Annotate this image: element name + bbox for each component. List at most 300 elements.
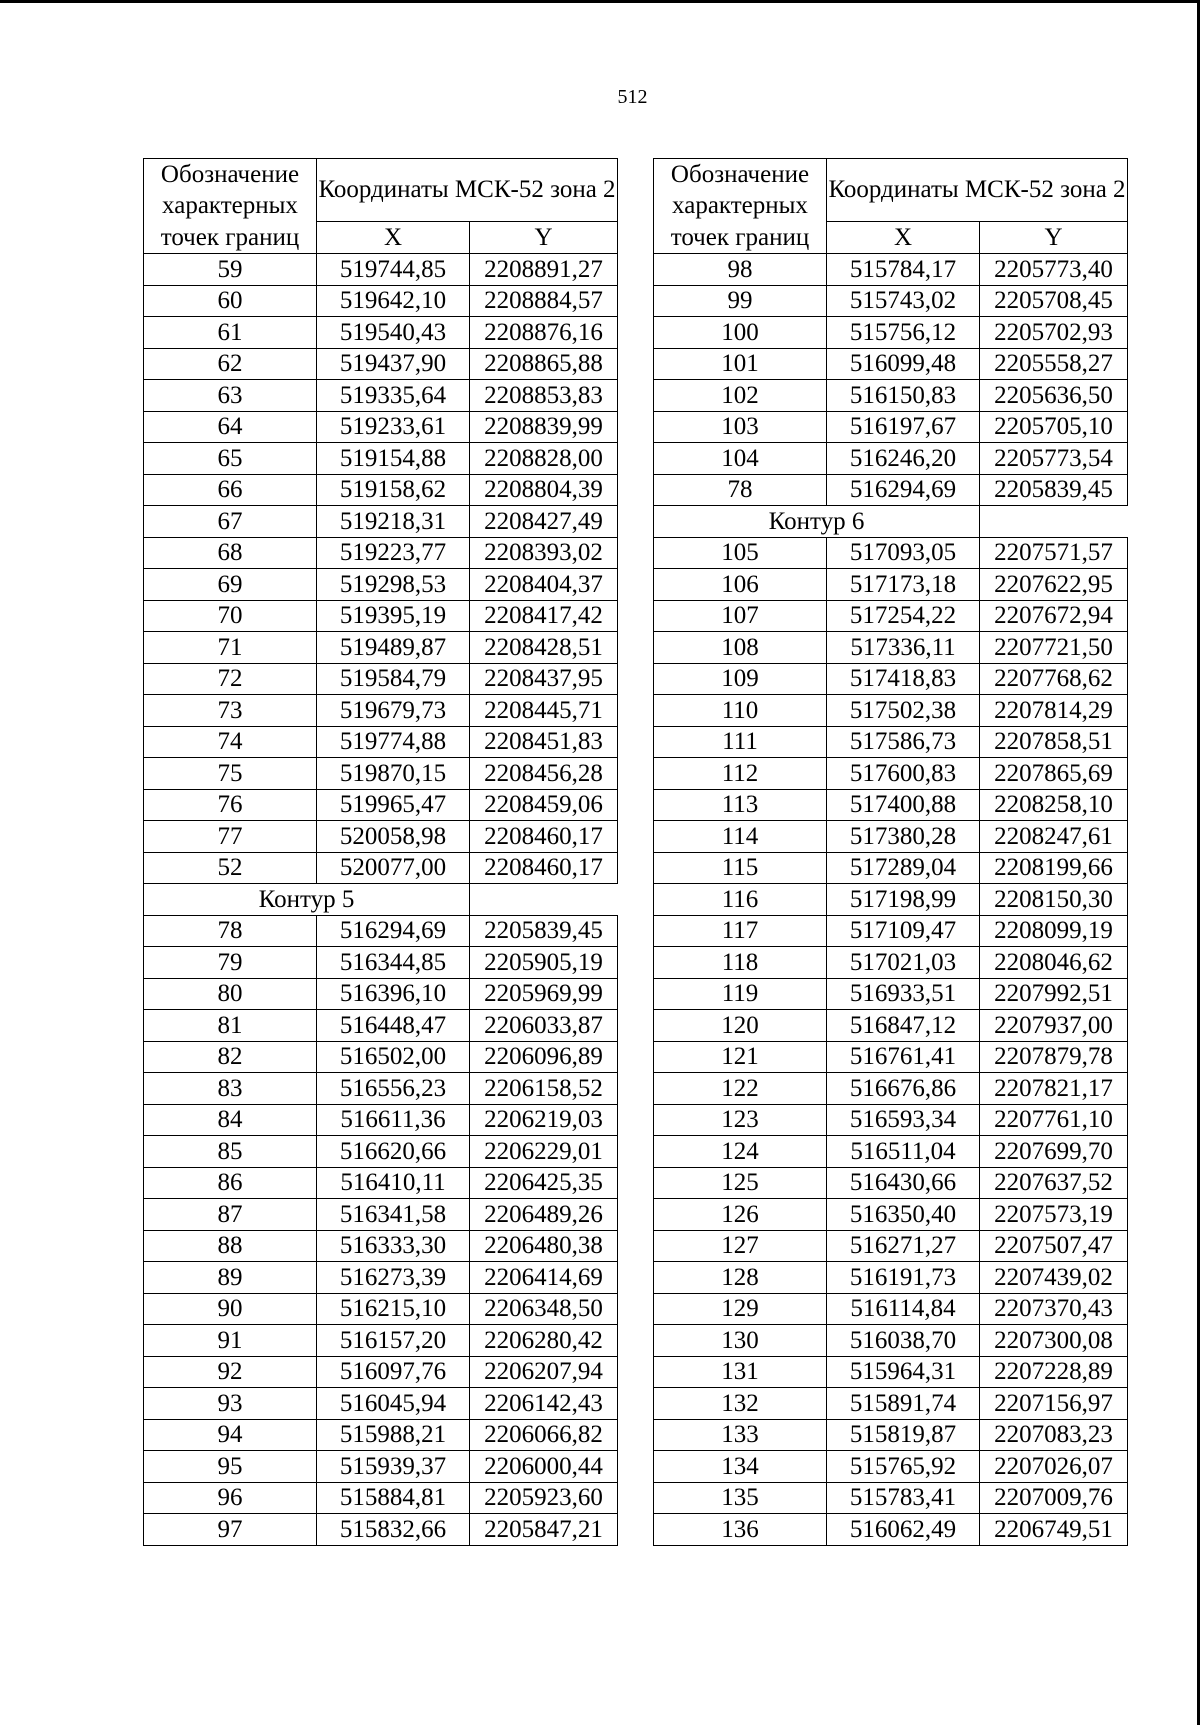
- point-cell: 132: [654, 1388, 827, 1420]
- point-cell: 120: [654, 1010, 827, 1042]
- point-cell: 127: [654, 1230, 827, 1262]
- point-cell: 61: [144, 317, 317, 349]
- table-row: [144, 978, 618, 1010]
- point-cell: 71: [144, 632, 317, 664]
- table-row: [144, 380, 618, 412]
- point-cell: 52: [144, 852, 317, 884]
- y-cell: 2205705,10: [980, 411, 1128, 443]
- table-row: [144, 443, 618, 475]
- y-cell: 2205636,50: [980, 380, 1128, 412]
- table-row: [654, 947, 1128, 979]
- y-cell: 2207879,78: [980, 1041, 1128, 1073]
- y-cell: 2205558,27: [980, 348, 1128, 380]
- y-cell: 2207228,89: [980, 1356, 1128, 1388]
- point-cell: 130: [654, 1325, 827, 1357]
- table-row: [144, 1356, 618, 1388]
- x-cell: 516410,11: [317, 1167, 470, 1199]
- x-cell: 519223,77: [317, 537, 470, 569]
- y-cell: 2205708,45: [980, 285, 1128, 317]
- y-cell: 2207992,51: [980, 978, 1128, 1010]
- point-cell: 75: [144, 758, 317, 790]
- point-cell: 64: [144, 411, 317, 443]
- x-cell: 515884,81: [317, 1482, 470, 1514]
- table-row: [654, 600, 1128, 632]
- table-row: [654, 380, 1128, 412]
- point-cell: 97: [144, 1514, 317, 1546]
- table-row: [144, 506, 618, 538]
- point-cell: 100: [654, 317, 827, 349]
- y-cell: 2205773,54: [980, 443, 1128, 475]
- coordinates-table-right: [653, 158, 1128, 1546]
- point-cell: 107: [654, 600, 827, 632]
- x-cell: 517418,83: [827, 663, 980, 695]
- y-cell: 2208451,83: [470, 726, 618, 758]
- table-row: [654, 1041, 1128, 1073]
- y-cell: 2207507,47: [980, 1230, 1128, 1262]
- x-cell: 517502,38: [827, 695, 980, 727]
- point-cell: 103: [654, 411, 827, 443]
- point-cell: 80: [144, 978, 317, 1010]
- x-cell: 516097,76: [317, 1356, 470, 1388]
- table-row: [144, 1262, 618, 1294]
- point-cell: 102: [654, 380, 827, 412]
- x-cell: 516620,66: [317, 1136, 470, 1168]
- x-cell: 516511,04: [827, 1136, 980, 1168]
- point-cell: 82: [144, 1041, 317, 1073]
- point-cell: 93: [144, 1388, 317, 1420]
- y-cell: 2208199,66: [980, 852, 1128, 884]
- point-cell: 134: [654, 1451, 827, 1483]
- table-row: [654, 1136, 1128, 1168]
- point-cell: 99: [654, 285, 827, 317]
- table-row: [144, 569, 618, 601]
- point-cell: 78: [144, 915, 317, 947]
- point-cell: 124: [654, 1136, 827, 1168]
- contour-row: [144, 884, 618, 916]
- table-row: [654, 1073, 1128, 1105]
- y-cell: 2206033,87: [470, 1010, 618, 1042]
- x-cell: 516246,20: [827, 443, 980, 475]
- y-cell: 2206425,35: [470, 1167, 618, 1199]
- x-cell: 515988,21: [317, 1419, 470, 1451]
- table-row: [144, 947, 618, 979]
- y-cell: 2205923,60: [470, 1482, 618, 1514]
- y-cell: 2207622,95: [980, 569, 1128, 601]
- point-cell: 81: [144, 1010, 317, 1042]
- header-designation: Обозначение характерных точек границ: [144, 159, 317, 254]
- table-row: [144, 474, 618, 506]
- y-cell: 2206489,26: [470, 1199, 618, 1231]
- point-cell: 104: [654, 443, 827, 475]
- table-row: [654, 1451, 1128, 1483]
- table-row: [654, 884, 1128, 916]
- point-cell: 68: [144, 537, 317, 569]
- point-cell: 135: [654, 1482, 827, 1514]
- point-cell: 121: [654, 1041, 827, 1073]
- x-cell: 516933,51: [827, 978, 980, 1010]
- coordinates-table-left: [143, 158, 618, 1546]
- y-cell: 2206000,44: [470, 1451, 618, 1483]
- table-row: [654, 1419, 1128, 1451]
- y-cell: 2205839,45: [470, 915, 618, 947]
- y-cell: 2208258,10: [980, 789, 1128, 821]
- point-cell: 92: [144, 1356, 317, 1388]
- table-row: [654, 1388, 1128, 1420]
- x-cell: 515756,12: [827, 317, 980, 349]
- y-cell: 2205702,93: [980, 317, 1128, 349]
- x-cell: 517289,04: [827, 852, 980, 884]
- y-cell: 2205847,21: [470, 1514, 618, 1546]
- table-row: [144, 285, 618, 317]
- y-cell: 2207721,50: [980, 632, 1128, 664]
- x-cell: 516341,58: [317, 1199, 470, 1231]
- header-y: Y: [980, 222, 1128, 254]
- y-cell: 2207300,08: [980, 1325, 1128, 1357]
- x-cell: 519437,90: [317, 348, 470, 380]
- header-x: X: [827, 222, 980, 254]
- y-cell: 2207573,19: [980, 1199, 1128, 1231]
- x-cell: 519489,87: [317, 632, 470, 664]
- table-row: [144, 1293, 618, 1325]
- table-row: [654, 569, 1128, 601]
- point-cell: 125: [654, 1167, 827, 1199]
- y-cell: 2208891,27: [470, 254, 618, 286]
- table-row: [654, 1293, 1128, 1325]
- x-cell: 519540,43: [317, 317, 470, 349]
- x-cell: 516099,48: [827, 348, 980, 380]
- y-cell: 2208445,71: [470, 695, 618, 727]
- table-row: [654, 443, 1128, 475]
- table-row: [654, 1167, 1128, 1199]
- y-cell: 2208427,49: [470, 506, 618, 538]
- point-cell: 122: [654, 1073, 827, 1105]
- y-cell: 2208460,17: [470, 821, 618, 853]
- y-cell: 2207370,43: [980, 1293, 1128, 1325]
- point-cell: 112: [654, 758, 827, 790]
- table-row: [144, 1199, 618, 1231]
- table-row: [654, 663, 1128, 695]
- point-cell: 111: [654, 726, 827, 758]
- point-cell: 101: [654, 348, 827, 380]
- y-cell: 2205773,40: [980, 254, 1128, 286]
- x-cell: 516197,67: [827, 411, 980, 443]
- table-row: [654, 474, 1128, 506]
- table-row: [144, 821, 618, 853]
- x-cell: 515819,87: [827, 1419, 980, 1451]
- table-row: [654, 915, 1128, 947]
- point-cell: 90: [144, 1293, 317, 1325]
- point-cell: 63: [144, 380, 317, 412]
- header-coordinates: Координаты МСК-52 зона 2: [317, 159, 618, 222]
- x-cell: 515939,37: [317, 1451, 470, 1483]
- x-cell: 516676,86: [827, 1073, 980, 1105]
- point-cell: 117: [654, 915, 827, 947]
- x-cell: 520058,98: [317, 821, 470, 853]
- point-cell: 94: [144, 1419, 317, 1451]
- y-cell: 2206229,01: [470, 1136, 618, 1168]
- x-cell: 516215,10: [317, 1293, 470, 1325]
- point-cell: 116: [654, 884, 827, 916]
- header-y: Y: [470, 222, 618, 254]
- point-cell: 123: [654, 1104, 827, 1136]
- x-cell: 519642,10: [317, 285, 470, 317]
- y-cell: 2208046,62: [980, 947, 1128, 979]
- header-x: X: [317, 222, 470, 254]
- x-cell: 517021,03: [827, 947, 980, 979]
- x-cell: 519158,62: [317, 474, 470, 506]
- page-number: 512: [617, 86, 648, 108]
- x-cell: 516847,12: [827, 1010, 980, 1042]
- x-cell: 516593,34: [827, 1104, 980, 1136]
- table-row: [144, 1514, 618, 1546]
- point-cell: 72: [144, 663, 317, 695]
- table-row: [144, 537, 618, 569]
- point-cell: 106: [654, 569, 827, 601]
- contour-empty-cell: [980, 506, 1128, 538]
- table-row: [144, 348, 618, 380]
- point-cell: 65: [144, 443, 317, 475]
- y-cell: 2206066,82: [470, 1419, 618, 1451]
- table-row: [144, 254, 618, 286]
- table-row: [654, 348, 1128, 380]
- point-cell: 129: [654, 1293, 827, 1325]
- y-cell: 2206280,42: [470, 1325, 618, 1357]
- contour-label: Контур 6: [654, 506, 980, 538]
- x-cell: 519584,79: [317, 663, 470, 695]
- point-cell: 76: [144, 789, 317, 821]
- x-cell: 516273,39: [317, 1262, 470, 1294]
- table-row: [144, 852, 618, 884]
- x-cell: 516294,69: [827, 474, 980, 506]
- y-cell: 2206219,03: [470, 1104, 618, 1136]
- y-cell: 2208884,57: [470, 285, 618, 317]
- x-cell: 516294,69: [317, 915, 470, 947]
- y-cell: 2206096,89: [470, 1041, 618, 1073]
- y-cell: 2205969,99: [470, 978, 618, 1010]
- x-cell: 516430,66: [827, 1167, 980, 1199]
- table-row: [654, 411, 1128, 443]
- table-row: [654, 1010, 1128, 1042]
- x-cell: 517093,05: [827, 537, 980, 569]
- x-cell: 519774,88: [317, 726, 470, 758]
- table-row: [144, 789, 618, 821]
- x-cell: 515891,74: [827, 1388, 980, 1420]
- x-cell: 519965,47: [317, 789, 470, 821]
- table-row: [654, 1356, 1128, 1388]
- x-cell: 519744,85: [317, 254, 470, 286]
- x-cell: 519218,31: [317, 506, 470, 538]
- y-cell: 2206142,43: [470, 1388, 618, 1420]
- table-row: [144, 317, 618, 349]
- x-cell: 515964,31: [827, 1356, 980, 1388]
- y-cell: 2205839,45: [980, 474, 1128, 506]
- y-cell: 2208150,30: [980, 884, 1128, 916]
- contour-empty-cell: [470, 884, 618, 916]
- point-cell: 136: [654, 1514, 827, 1546]
- x-cell: 516611,36: [317, 1104, 470, 1136]
- point-cell: 91: [144, 1325, 317, 1357]
- table-row: [144, 600, 618, 632]
- y-cell: 2206158,52: [470, 1073, 618, 1105]
- x-cell: 517109,47: [827, 915, 980, 947]
- x-cell: 516157,20: [317, 1325, 470, 1357]
- header-coordinates: Координаты МСК-52 зона 2: [827, 159, 1128, 222]
- y-cell: 2208099,19: [980, 915, 1128, 947]
- x-cell: 519395,19: [317, 600, 470, 632]
- y-cell: 2208404,37: [470, 569, 618, 601]
- table-row: [654, 317, 1128, 349]
- x-cell: 519870,15: [317, 758, 470, 790]
- header-designation: Обозначение характерных точек границ: [654, 159, 827, 254]
- x-cell: 516333,30: [317, 1230, 470, 1262]
- x-cell: 516344,85: [317, 947, 470, 979]
- x-cell: 517600,83: [827, 758, 980, 790]
- x-cell: 517336,11: [827, 632, 980, 664]
- point-cell: 83: [144, 1073, 317, 1105]
- point-cell: 59: [144, 254, 317, 286]
- y-cell: 2206414,69: [470, 1262, 618, 1294]
- y-cell: 2207637,52: [980, 1167, 1128, 1199]
- table-row: [654, 632, 1128, 664]
- y-cell: 2207937,00: [980, 1010, 1128, 1042]
- x-cell: 520077,00: [317, 852, 470, 884]
- y-cell: 2207814,29: [980, 695, 1128, 727]
- table-row: [144, 695, 618, 727]
- table-row: [654, 852, 1128, 884]
- point-cell: 79: [144, 947, 317, 979]
- point-cell: 98: [654, 254, 827, 286]
- point-cell: 131: [654, 1356, 827, 1388]
- x-cell: 516448,47: [317, 1010, 470, 1042]
- table-row: [654, 1514, 1128, 1546]
- y-cell: 2207858,51: [980, 726, 1128, 758]
- point-cell: 115: [654, 852, 827, 884]
- point-cell: 128: [654, 1262, 827, 1294]
- point-cell: 86: [144, 1167, 317, 1199]
- y-cell: 2208417,42: [470, 600, 618, 632]
- table-row: [654, 285, 1128, 317]
- x-cell: 519335,64: [317, 380, 470, 412]
- point-cell: 70: [144, 600, 317, 632]
- y-cell: 2206348,50: [470, 1293, 618, 1325]
- y-cell: 2206749,51: [980, 1514, 1128, 1546]
- y-cell: 2207156,97: [980, 1388, 1128, 1420]
- y-cell: 2207009,76: [980, 1482, 1128, 1514]
- y-cell: 2208393,02: [470, 537, 618, 569]
- table-row: [654, 789, 1128, 821]
- x-cell: 516350,40: [827, 1199, 980, 1231]
- table-row: [654, 758, 1128, 790]
- point-cell: 85: [144, 1136, 317, 1168]
- point-cell: 74: [144, 726, 317, 758]
- x-cell: 515784,17: [827, 254, 980, 286]
- point-cell: 113: [654, 789, 827, 821]
- y-cell: 2208456,28: [470, 758, 618, 790]
- x-cell: 519154,88: [317, 443, 470, 475]
- y-cell: 2207821,17: [980, 1073, 1128, 1105]
- y-cell: 2208459,06: [470, 789, 618, 821]
- table-row: [144, 726, 618, 758]
- x-cell: 516150,83: [827, 380, 980, 412]
- point-cell: 67: [144, 506, 317, 538]
- point-cell: 126: [654, 1199, 827, 1231]
- table-row: [144, 411, 618, 443]
- point-cell: 77: [144, 821, 317, 853]
- y-cell: 2208428,51: [470, 632, 618, 664]
- point-cell: 133: [654, 1419, 827, 1451]
- table-row: [654, 821, 1128, 853]
- point-cell: 118: [654, 947, 827, 979]
- y-cell: 2208865,88: [470, 348, 618, 380]
- y-cell: 2208247,61: [980, 821, 1128, 853]
- x-cell: 519233,61: [317, 411, 470, 443]
- x-cell: 516396,10: [317, 978, 470, 1010]
- x-cell: 515783,41: [827, 1482, 980, 1514]
- y-cell: 2207026,07: [980, 1451, 1128, 1483]
- x-cell: 516556,23: [317, 1073, 470, 1105]
- x-cell: 517254,22: [827, 600, 980, 632]
- y-cell: 2207761,10: [980, 1104, 1128, 1136]
- y-cell: 2205905,19: [470, 947, 618, 979]
- table-row: [144, 1010, 618, 1042]
- x-cell: 517586,73: [827, 726, 980, 758]
- point-cell: 78: [654, 474, 827, 506]
- point-cell: 84: [144, 1104, 317, 1136]
- x-cell: 517173,18: [827, 569, 980, 601]
- x-cell: 515832,66: [317, 1514, 470, 1546]
- table-row: [144, 1482, 618, 1514]
- x-cell: 515743,02: [827, 285, 980, 317]
- table-row: [144, 1325, 618, 1357]
- x-cell: 517400,88: [827, 789, 980, 821]
- y-cell: 2208460,17: [470, 852, 618, 884]
- y-cell: 2206480,38: [470, 1230, 618, 1262]
- point-cell: 108: [654, 632, 827, 664]
- x-cell: 516502,00: [317, 1041, 470, 1073]
- table-row: [144, 1167, 618, 1199]
- point-cell: 60: [144, 285, 317, 317]
- table-row: [144, 632, 618, 664]
- table-row: [144, 1230, 618, 1262]
- x-cell: 516062,49: [827, 1514, 980, 1546]
- table-row: [654, 1230, 1128, 1262]
- page-frame-top: [0, 0, 1200, 3]
- x-cell: 516191,73: [827, 1262, 980, 1294]
- table-row: [654, 537, 1128, 569]
- table-row: [144, 1104, 618, 1136]
- x-cell: 516038,70: [827, 1325, 980, 1357]
- y-cell: 2208839,99: [470, 411, 618, 443]
- x-cell: 519679,73: [317, 695, 470, 727]
- point-cell: 66: [144, 474, 317, 506]
- point-cell: 73: [144, 695, 317, 727]
- y-cell: 2207768,62: [980, 663, 1128, 695]
- point-cell: 69: [144, 569, 317, 601]
- table-row: [144, 758, 618, 790]
- x-cell: 517380,28: [827, 821, 980, 853]
- contour-row: [654, 506, 1128, 538]
- x-cell: 516271,27: [827, 1230, 980, 1262]
- point-cell: 110: [654, 695, 827, 727]
- y-cell: 2208853,83: [470, 380, 618, 412]
- point-cell: 119: [654, 978, 827, 1010]
- table-row: [654, 1199, 1128, 1231]
- x-cell: 519298,53: [317, 569, 470, 601]
- y-cell: 2207672,94: [980, 600, 1128, 632]
- table-row: [654, 1262, 1128, 1294]
- contour-label: Контур 5: [144, 884, 470, 916]
- table-row: [144, 1073, 618, 1105]
